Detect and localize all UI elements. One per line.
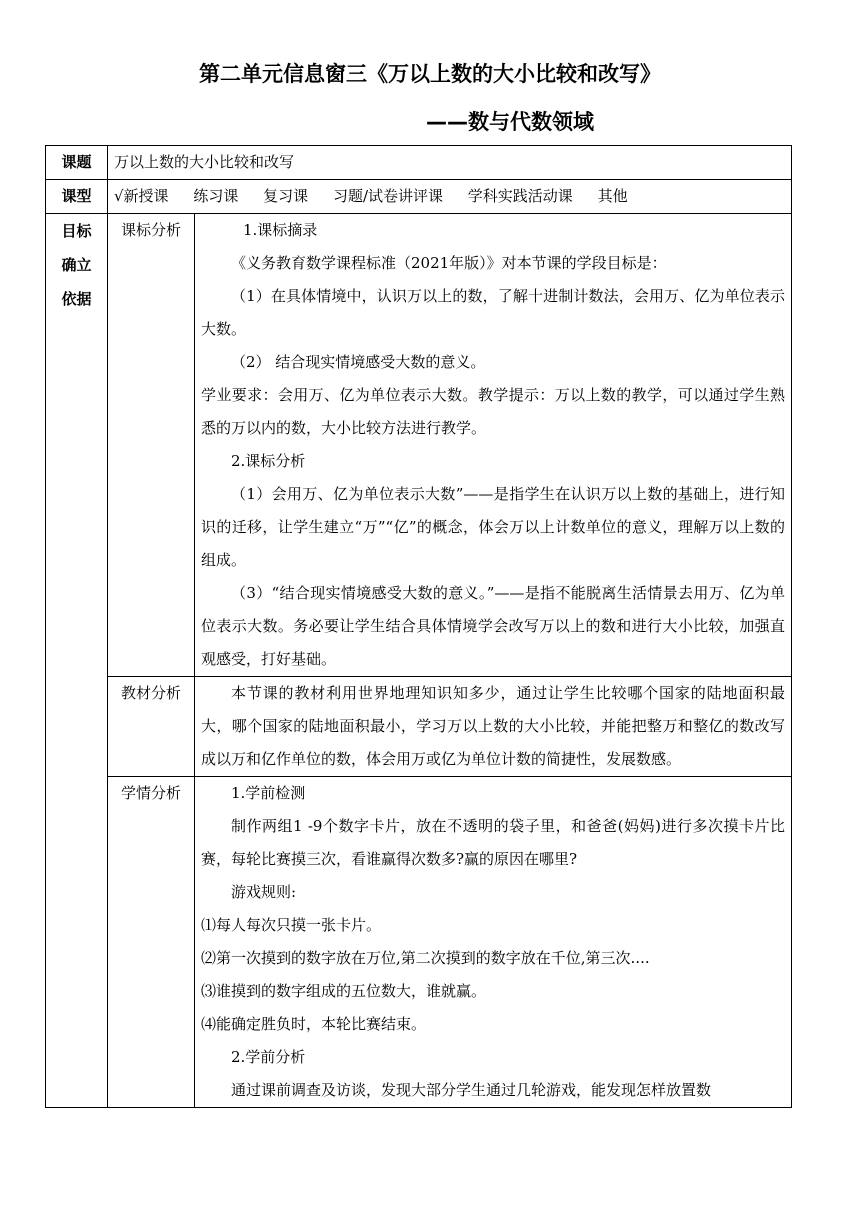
basis-label: 目标 确立 依据 [46, 214, 108, 1108]
type-label: 课型 [46, 180, 108, 214]
type-option-practice: 练习课 [193, 187, 239, 205]
document-subtitle: ——数与代数领域 [426, 110, 594, 134]
textbook-content: 本节课的教材利用世界地理知识知多少，通过让学生比较哪个国家的陆地面积最大，哪个国家的陆地面积最小，学习万以上数的大小比较，并能把整万和整亿的数改写成以万和亿作单位的数，体会用万或亿为单位计数的简捷性，发展数感。 [195, 677, 792, 777]
type-option-exercise: 习题/试卷讲评课 [332, 187, 443, 205]
type-row [46, 180, 792, 214]
textbook-row [46, 677, 792, 777]
type-option-other: 其他 [597, 187, 628, 205]
document-title: 第二单元信息窗三《万以上数的大小比较和改写》 [199, 62, 661, 86]
topic-row [46, 146, 792, 180]
lesson-plan-table [45, 145, 792, 1108]
type-option-new: √新授课 [114, 187, 169, 205]
students-row [46, 777, 792, 1108]
standard-content: 1.课标摘录 《义务教育数学课程标准（2021年版）》对本节课的学段目标是： （1）在具体情境中，认识万以上的数，了解十进制计数法，会用万、亿为单位表示大数。 （2） 结合现实情境感受大数的意义。 学业要求：会用万、亿为单位表示大数。教学提示：万以上数的教学，可以通过学生熟悉的万以内的数，大小比较方法进行教学。 2.课标分析 （1）会用万、亿为单位表示大数”——是指学生在认识万以上数的基础上，进行知识的迁移，让学生建立“万”“亿”的概念，体会万以上计数单位的意义，理解万以上数的组成。 （3）“结合现实情境感受大数的意义。”——是指不能脱离生活情景去用万、亿为单位表示大数。务必要让学生结合具体情境学会改写万以上的数和进行大小比较，加强直观感受，打好基础。 [195, 214, 792, 677]
topic-value: 万以上数的大小比较和改写 [108, 146, 792, 180]
type-option-review: 复习课 [263, 187, 309, 205]
students-content: 1.学前检测 制作两组1 -9个数字卡片，放在不透明的袋子里，和爸爸(妈妈)进行多次摸卡片比赛，每轮比赛摸三次，看谁赢得次数多?赢的原因在哪里? 游戏规则: ⑴每人每次只摸一张卡片。 ⑵第一次摸到的数字放在万位,第二次摸到的数字放在千位,第三次.... ⑶谁摸到的数字组成的五位数大，谁就赢。 ⑷能确定胜负时，本轮比赛结束。 2.学前分析 通过课前调查及访谈，发现大部分学生通过几轮游戏，能发现怎样放置数 [195, 777, 792, 1108]
type-options [108, 180, 792, 214]
standard-row [46, 214, 792, 677]
topic-label: 课题 [46, 146, 108, 180]
students-label: 学情分析 [108, 777, 195, 1108]
standard-label: 课标分析 [108, 214, 195, 677]
type-option-activity: 学科实践活动课 [467, 187, 573, 205]
textbook-label: 教材分析 [108, 677, 195, 777]
